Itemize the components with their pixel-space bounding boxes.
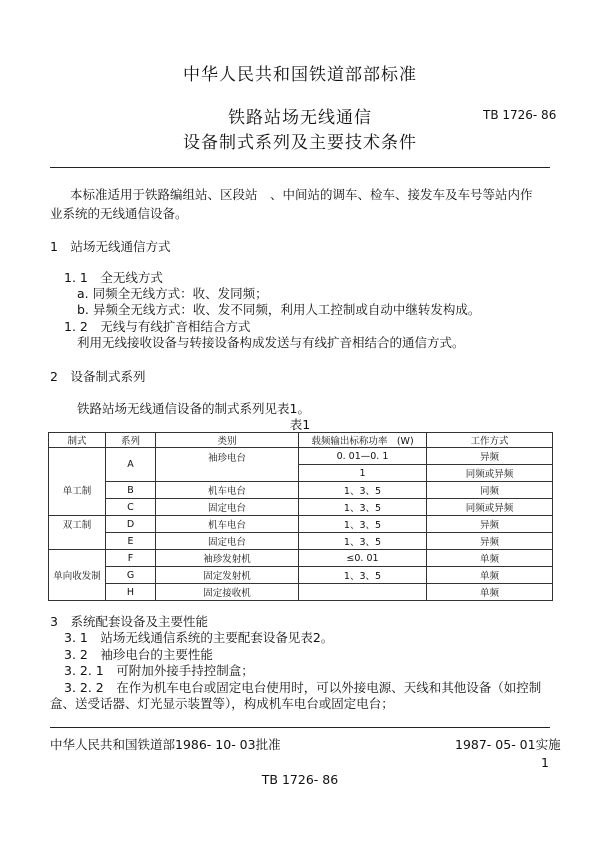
table-cell-series: F: [106, 550, 156, 567]
section1-1-item-b: b. 异频全无线方式：收、发不同频，利用人工控制或自动中继转发构成。: [77, 302, 481, 317]
table-header-cell: 载频输出标称功率 (W): [299, 433, 427, 448]
table-header-cell: 工作方式: [427, 433, 553, 448]
table-header-row: [49, 433, 553, 448]
table-row: [49, 482, 553, 499]
table-cell-series: G: [106, 567, 156, 584]
standard-code: TB 1726- 86: [483, 108, 557, 122]
section3-2-2-line2: 盒、送受话器、灯光显示装置等），构成机车电台或固定电台；: [50, 696, 394, 711]
standard-organization-title: 中华人民共和国铁道部部标准: [183, 65, 417, 85]
effective-date: 1987- 05- 01实施: [455, 737, 561, 752]
table-cell-mode-of-operation: 单频: [427, 584, 553, 601]
table-cell-series: B: [106, 482, 156, 499]
section2-text: 铁路站场无线通信设备的制式系列见表1。: [77, 401, 310, 416]
section1-1-heading: 1. 1 全无线方式: [64, 270, 163, 285]
table-cell-mode: [49, 550, 106, 567]
section3-1: 3. 1 站场无线通信系统的主要配套设备见表2。: [64, 630, 334, 645]
table-cell-mode: [49, 448, 106, 465]
table-cell-power: [299, 584, 427, 601]
table-cell-category: 固定电台: [156, 533, 299, 550]
section3-2: 3. 2 袖珍电台的主要性能: [64, 647, 213, 662]
table-cell-mode-of-operation: 单频: [427, 567, 553, 584]
section2-heading: 2 设备制式系列: [50, 369, 146, 384]
section1-2-heading: 1. 2 无线与有线扩音相结合方式: [64, 319, 251, 334]
table-cell-series: E: [106, 533, 156, 550]
table-row: [49, 550, 553, 567]
section3-2-2-line1: 3. 2. 2 在作为机车电台或固定电台使用时，可以外接电源、天线和其他设备（如控制: [64, 680, 542, 695]
table-row: [49, 499, 553, 516]
spec-table: [48, 432, 553, 601]
table-cell-category: 机车电台: [156, 516, 299, 533]
table-cell-mode: [49, 533, 106, 550]
table-cell-mode: 双工制: [49, 516, 106, 533]
table-cell-mode-of-operation: 异频: [427, 516, 553, 533]
table-row: [49, 448, 553, 465]
table-row: [49, 533, 553, 550]
table-cell-mode-of-operation: 异频: [427, 533, 553, 550]
table-header-cell: 类别: [156, 433, 299, 448]
section3-heading: 3 系统配套设备及主要性能: [50, 614, 208, 629]
table-cell-mode: [49, 584, 106, 601]
table-header-cell: 制式: [49, 433, 106, 448]
table-cell-series: H: [106, 584, 156, 601]
table-cell-category: 固定发射机: [156, 567, 299, 584]
table-cell-series: C: [106, 499, 156, 516]
table-cell-power: 1、3、5: [299, 516, 427, 533]
table-cell-power: 1、3、5: [299, 499, 427, 516]
footer-standard-code: TB 1726- 86: [261, 772, 339, 787]
section1-1-item-a: a. 同频全无线方式：收、发同频；: [77, 286, 268, 301]
table-cell-mode-of-operation: 同频: [427, 482, 553, 499]
table-cell-mode: [49, 465, 106, 482]
table-header-cell: 系列: [106, 433, 156, 448]
section1-2-text: 利用无线接收设备与转接设备构成发送与有线扩音相结合的通信方式。: [77, 335, 465, 350]
table-cell-power: 1、3、5: [299, 567, 427, 584]
header-divider: [50, 167, 550, 168]
table-cell-mode: 单工制: [49, 482, 106, 499]
approval-date: 中华人民共和国铁道部1986- 10- 03批准: [50, 737, 281, 752]
document-title-line1: 铁路站场无线通信: [228, 108, 372, 128]
table-cell-power: 1、3、5: [299, 482, 427, 499]
table-cell-mode-of-operation: 单频: [427, 550, 553, 567]
table-cell-power: 1: [299, 465, 427, 482]
table-row: [49, 584, 553, 601]
table-title: 表1: [289, 417, 311, 432]
intro-line1: 本标准适用于铁路编组站、区段站 、中间站的调车、检车、接发车及车号等站内作: [70, 187, 533, 202]
table-cell-power: 1、3、5: [299, 533, 427, 550]
table-cell-series: D: [106, 516, 156, 533]
table-cell-power: 0. 01—0. 1: [299, 448, 427, 465]
table-cell-mode-of-operation: 异频: [427, 448, 553, 465]
table-cell-series: A: [106, 448, 156, 482]
section1-heading: 1 站场无线通信方式: [50, 239, 171, 254]
table-cell-mode-of-operation: 同频或异频: [427, 499, 553, 516]
table-cell-mode: 单向收发制: [49, 567, 106, 584]
table-cell-category: 袖珍发射机: [156, 550, 299, 567]
table-cell-mode-of-operation: 同频或异频: [427, 465, 553, 482]
table-cell-power: ≤0. 01: [299, 550, 427, 567]
table-cell-category: 袖珍电台: [156, 448, 299, 482]
table-cell-category: 固定接收机: [156, 584, 299, 601]
table-cell-category: 机车电台: [156, 482, 299, 499]
table-row: [49, 516, 553, 533]
table-row: [49, 567, 553, 584]
section3-2-1: 3. 2. 1 可附加外接手持控制盒；: [64, 663, 254, 678]
footer-divider: [50, 727, 550, 728]
page-number: 1: [541, 755, 549, 770]
table-cell-category: 固定电台: [156, 499, 299, 516]
table-cell-mode: [49, 499, 106, 516]
intro-line2: 业系统的无线通信设备。: [50, 206, 188, 221]
document-title-line2: 设备制式系列及主要技术条件: [183, 133, 417, 153]
